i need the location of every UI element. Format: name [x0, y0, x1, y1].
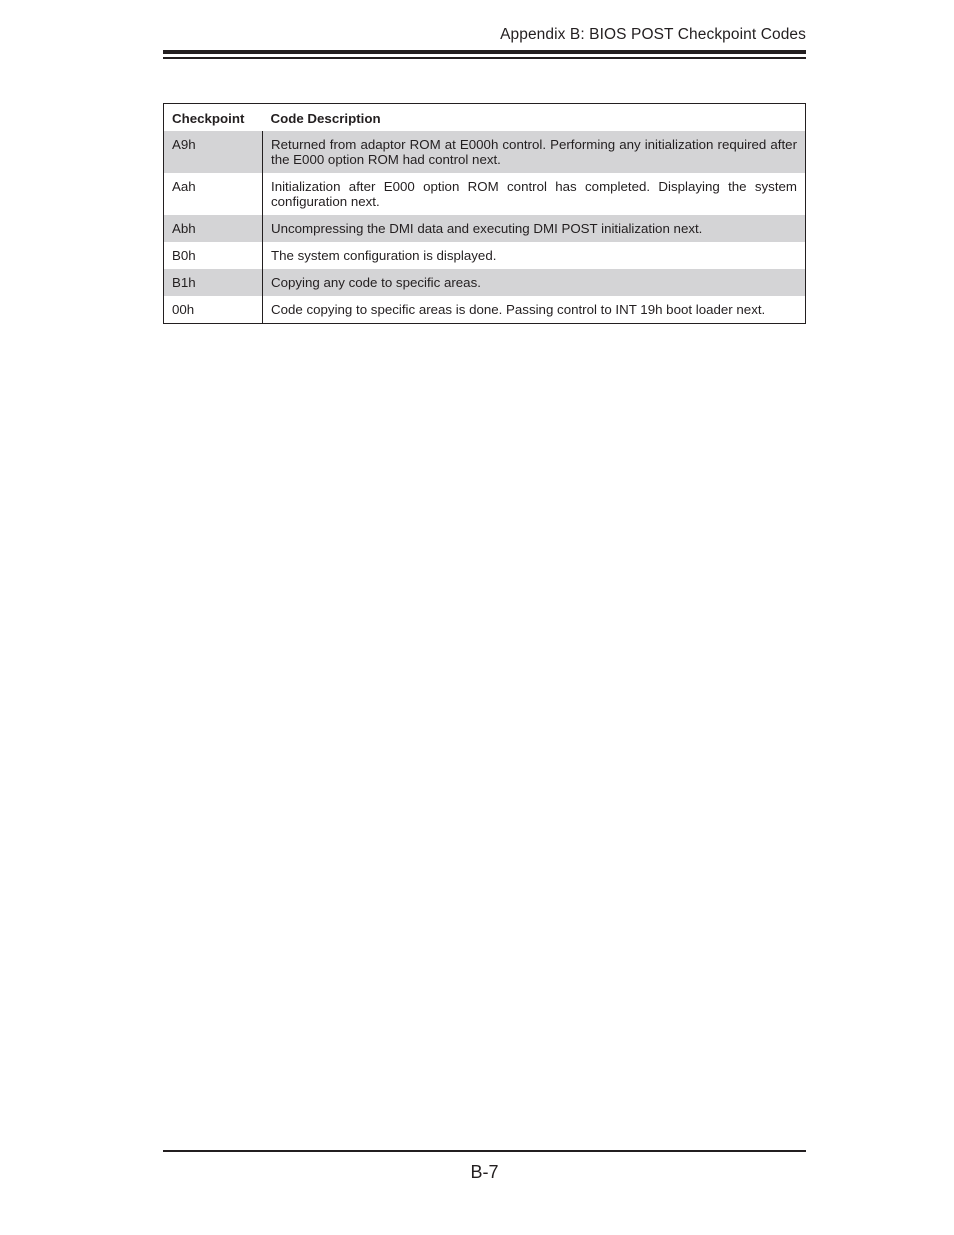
footer-rule	[163, 1150, 806, 1152]
description-cell: Code copying to specific areas is done. Passing control to INT 19h boot loader next.	[263, 296, 806, 324]
description-cell: Uncompressing the DMI data and executing DMI POST initialization next.	[263, 215, 806, 242]
description-cell: The system configuration is displayed.	[263, 242, 806, 269]
description-cell: Initialization after E000 option ROM control has completed. Displaying the system configuration next.	[263, 173, 806, 215]
description-cell: Returned from adaptor ROM at E000h control. Performing any initialization required after the E000 option ROM had control next.	[263, 131, 806, 173]
checkpoint-cell: A9h	[164, 131, 263, 173]
checkpoint-cell: 00h	[164, 296, 263, 324]
table-row	[164, 215, 806, 242]
column-header-code-description: Code Description	[270, 110, 381, 126]
page-number: B-7	[470, 1162, 499, 1182]
header-rule-thin	[163, 57, 806, 59]
description-cell: Copying any code to specific areas.	[263, 269, 806, 296]
table-row	[164, 269, 806, 296]
table-row	[164, 173, 806, 215]
table-row	[164, 296, 806, 324]
table-row	[164, 131, 806, 173]
table-header-row	[164, 104, 806, 132]
checkpoint-cell: Aah	[164, 173, 263, 215]
table-row	[164, 242, 806, 269]
column-header-checkpoint: Checkpoint	[172, 110, 245, 126]
checkpoint-cell: B0h	[164, 242, 263, 269]
header-rule-thick	[163, 50, 806, 54]
checkpoint-codes-table	[163, 103, 806, 324]
checkpoint-cell: B1h	[164, 269, 263, 296]
checkpoint-cell: Abh	[164, 215, 263, 242]
running-header: Appendix B: BIOS POST Checkpoint Codes	[500, 26, 806, 43]
